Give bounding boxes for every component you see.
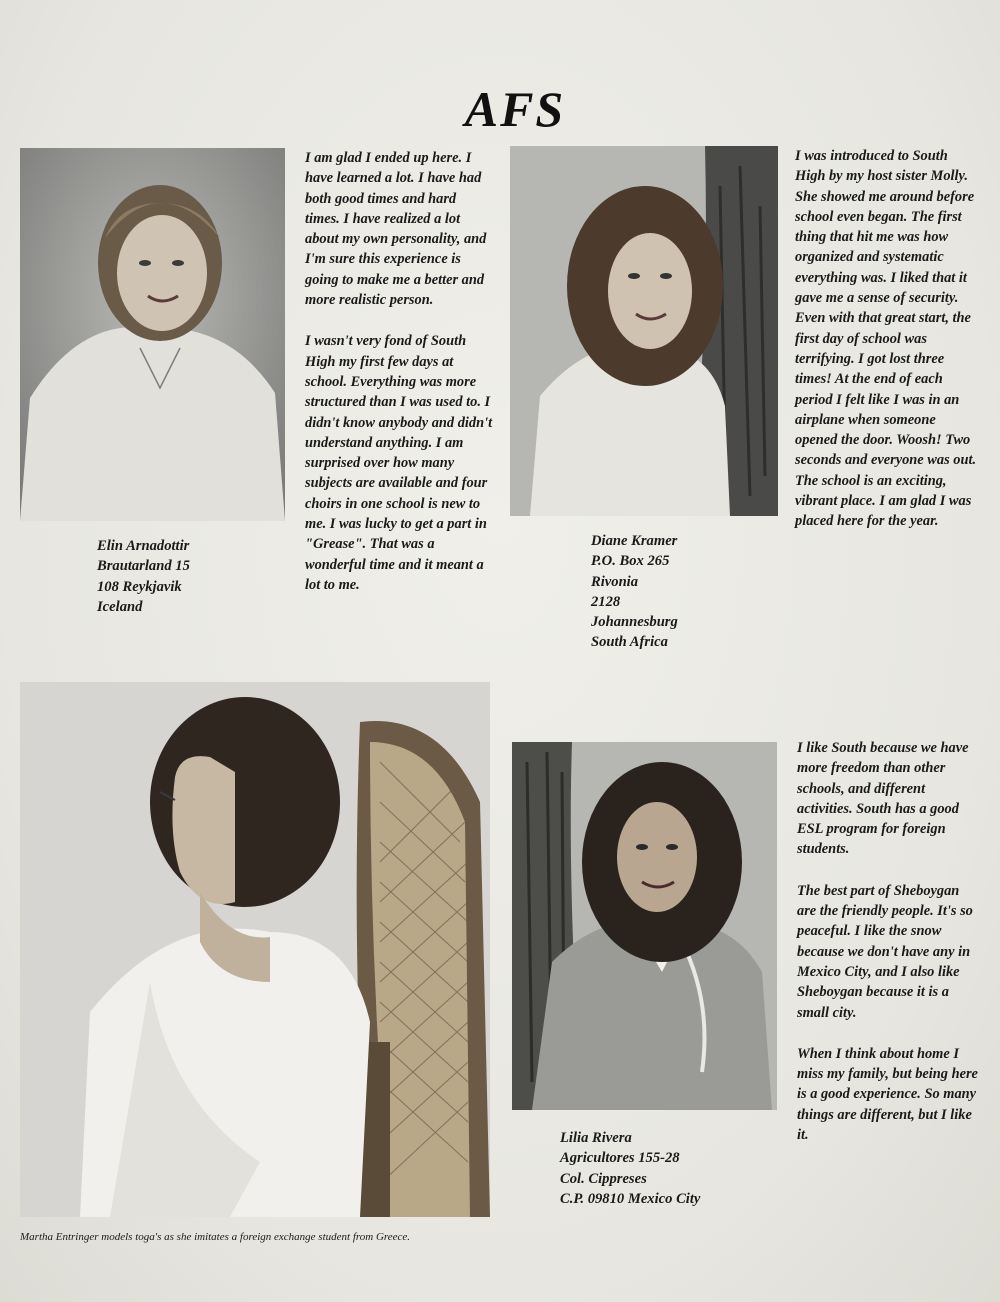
portrait-lilia-rivera <box>512 742 777 1110</box>
essay-diane-kramer <box>795 146 977 553</box>
essay-paragraph: I was introduced to South High by my host sister Molly. She showed me around before school even began. The first thing that hit me was how organized and systematic everything was. I liked that it gave me a sense of security. Even with that great start, the first day of school was terrifying. I got lost three times! At the end of each period I felt like I was in an airplane when someone opened the door. Woosh! Two seconds and everyone was out. The school is an exciting, vibrant place. I am glad I was placed here for the year. <box>795 148 977 530</box>
essay-lilia-rivera <box>797 738 979 1166</box>
address-elin-arnadottir <box>97 536 190 617</box>
address-line: South Africa <box>591 634 668 651</box>
address-line: Col. Cippreses <box>560 1170 647 1187</box>
photo-martha-entringer <box>20 682 490 1217</box>
essay-paragraph: I wasn't very fond of South High my first few days at school. Everything was more structured than I was used to. I didn't know anybody and didn't understand anything. I am surprised over how many subjects are available and four choirs in one school is new to me. I was lucky to get a part in "Grease". That was a wonderful time and it meant a lot to me. <box>305 333 493 593</box>
student-name: Diane Kramer <box>591 533 678 549</box>
address-line: Rivonia <box>591 573 639 590</box>
essay-paragraph: When I think about home I miss my family, but being here is a good experience. So many things are different, but I like it. <box>797 1045 978 1144</box>
photo-caption: Martha Entringer models toga's as she imitates a foreign exchange student from Greece. <box>20 1231 411 1243</box>
portrait-diane-kramer <box>510 146 778 516</box>
essay-elin-arnadottir <box>305 148 493 616</box>
address-line: Johannesburg <box>591 614 678 631</box>
address-line: P.O. Box 265 <box>591 553 670 570</box>
essay-paragraph: I like South because we have more freedom than other schools, and different activities. South has a good ESL program for foreign students. <box>797 740 969 858</box>
student-name: Lilia Rivera <box>560 1130 632 1146</box>
address-line: 2128 <box>591 593 621 610</box>
address-line: Agricultores 155-28 <box>560 1150 680 1167</box>
address-line: C.P. 09810 Mexico City <box>560 1190 701 1207</box>
page-title: AFS <box>464 81 566 137</box>
address-line: Brautarland 15 <box>97 558 190 575</box>
student-name: Elin Arnadottir <box>97 538 190 554</box>
portrait-elin-arnadottir <box>20 148 285 521</box>
address-lilia-rivera <box>560 1128 700 1209</box>
essay-paragraph: The best part of Sheboygan are the friendly people. It's so peaceful. I like the snow because we don't have any in Mexico City, and I also like Sheboygan because it is a small city. <box>797 882 973 1021</box>
address-line: Iceland <box>97 598 143 615</box>
address-line: 108 Reykjavik <box>97 578 182 595</box>
address-diane-kramer <box>591 531 678 653</box>
essay-paragraph: I am glad I ended up here. I have learned a lot. I have had both good times and hard times. I have realized a lot about my own personality, and I'm sure this experience is going to make me a better and more realistic person. <box>305 150 487 309</box>
